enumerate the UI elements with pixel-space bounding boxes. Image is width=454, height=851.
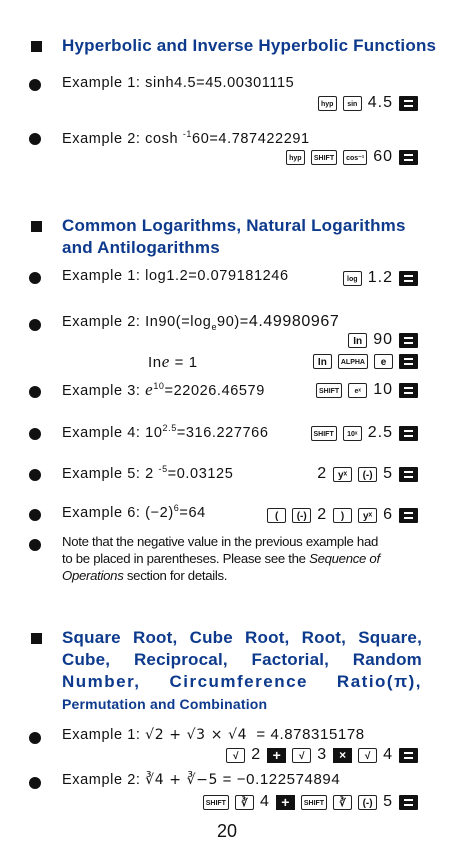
close-paren-key: ): [333, 508, 352, 523]
input-number: 90: [373, 331, 393, 348]
negative-key-icon: (-): [358, 795, 377, 810]
page-number: 20: [216, 821, 238, 841]
key-sequence: [313, 354, 418, 369]
example-text: Example 2: ∛4 + ∛−5 = −0.122574894: [62, 771, 341, 788]
key-sequence: [311, 424, 418, 442]
equals-key-icon: [399, 795, 418, 810]
open-paren-key: (: [267, 508, 286, 523]
input-number: 2: [251, 746, 262, 763]
negative-key: (-): [358, 467, 377, 482]
equals-key-icon: [399, 508, 418, 523]
shift-key: SHIFT: [301, 795, 327, 810]
note-text: Note that the negative value in the previous example had to be placed in parentheses. Please see the Sequence of Operations section for details.: [62, 534, 380, 583]
section-title: Square Root, Cube Root, Root, Square, Cube, Reciprocal, Factorial, Random Number, Circumference Ratio(π), Permutation and Combination: [62, 628, 422, 712]
input-number: 2: [317, 465, 328, 482]
cube-root-key: ∛: [235, 795, 254, 810]
equals-key-icon: [399, 426, 418, 441]
example-text: Example 3: $e^{10}=22026.46579$: [62, 380, 265, 399]
equals-key-icon: [399, 467, 418, 482]
input-number: 1.2: [367, 269, 393, 286]
power-key: yˣ: [333, 467, 352, 482]
input-number: 4: [259, 793, 270, 810]
input-number: 60: [373, 148, 393, 165]
bullet: [29, 509, 41, 521]
plus-key-icon: +: [276, 795, 295, 810]
sqrt-key-icon: √: [226, 748, 245, 763]
input-number: 4: [383, 746, 393, 763]
bullet: [29, 79, 41, 91]
example-text: Example 1: sinh4.5=45.00301115: [62, 75, 295, 91]
key-sequence: [316, 381, 418, 399]
bullet: [29, 386, 41, 398]
shift-key: SHIFT: [316, 383, 342, 398]
example-text: Ine = 1: [148, 352, 198, 371]
equals-key-icon: [399, 354, 418, 369]
key-sequence: [317, 465, 418, 483]
alpha-key: ALPHA: [338, 354, 368, 369]
key-sequence: [318, 94, 418, 112]
sqrt-key-icon: √: [292, 748, 311, 763]
section-title: Hyperbolic and Inverse Hyperbolic Functions: [62, 36, 437, 55]
input-number: 3: [317, 746, 328, 763]
sqrt-key-icon: √: [358, 748, 377, 763]
example-text: Example 6: $(-2)^6=64$: [62, 503, 206, 521]
key-sequence: [203, 793, 418, 811]
cos-inverse-key: cos⁻¹: [343, 150, 367, 165]
input-number: 4.5: [367, 94, 393, 111]
input-number: 5: [383, 465, 393, 482]
shift-key: SHIFT: [311, 150, 337, 165]
key-sequence: [343, 269, 418, 287]
shift-key: SHIFT: [203, 795, 229, 810]
input-number: 6: [383, 506, 393, 523]
section-bullet: [31, 221, 42, 232]
ln-key: In: [313, 354, 332, 369]
key-sequence: [267, 506, 418, 524]
bullet: [29, 319, 41, 331]
log-key: log: [343, 271, 362, 286]
bullet: [29, 272, 41, 284]
equals-key-icon: [399, 333, 418, 348]
example-text: Example 1: √2 + √3 × √4 = 4.878315178: [62, 726, 365, 743]
example-text: Example 2: cosh $^{-1}$60=4.787422291: [62, 129, 310, 147]
sin-key: sin: [343, 96, 362, 111]
plus-key-icon: +: [267, 748, 286, 763]
key-sequence: [286, 148, 418, 166]
multiply-key-icon: ×: [333, 748, 352, 763]
hyp-key: hyp: [286, 150, 305, 165]
key-sequence: [348, 331, 418, 349]
ten-power-key: 10ˣ: [343, 426, 362, 441]
bullet: [29, 428, 41, 440]
section-bullet: [31, 41, 42, 52]
equals-key-icon: [399, 383, 418, 398]
hyp-key: hyp: [318, 96, 337, 111]
equals-key-icon: [399, 271, 418, 286]
negative-key: (-): [292, 508, 311, 523]
example-text: Example 4: $10^{2.5}=316.227766$: [62, 423, 269, 441]
e-key: e: [374, 354, 393, 369]
section-bullet: [31, 633, 42, 644]
exp-key: eˣ: [348, 383, 367, 398]
example-text: Example 5: 2 $^{-5}$=0.03125: [62, 464, 234, 482]
input-number: 10: [373, 381, 393, 398]
section-title: Common Logarithms, Natural Logarithms and Antilogarithms: [62, 216, 406, 257]
equals-key-icon: [399, 748, 418, 763]
input-number: 2: [317, 506, 328, 523]
input-number: 5: [383, 793, 393, 810]
bullet: [29, 469, 41, 481]
equals-key-icon: [399, 96, 418, 111]
bullet: [29, 777, 41, 789]
ln-key: In: [348, 333, 367, 348]
example-text: Example 2: $In90(=\log_e90)=4.49980967$: [62, 313, 340, 332]
shift-key: SHIFT: [311, 426, 337, 441]
key-sequence: [226, 746, 418, 764]
power-key: yˣ: [358, 508, 377, 523]
cube-root-key: ∛: [333, 795, 352, 810]
input-number: 2.5: [367, 424, 393, 441]
bullet: [29, 539, 41, 551]
bullet: [29, 732, 41, 744]
equals-key-icon: [399, 150, 418, 165]
bullet: [29, 133, 41, 145]
example-text: Example 1: log1.2=0.079181246: [62, 268, 289, 284]
